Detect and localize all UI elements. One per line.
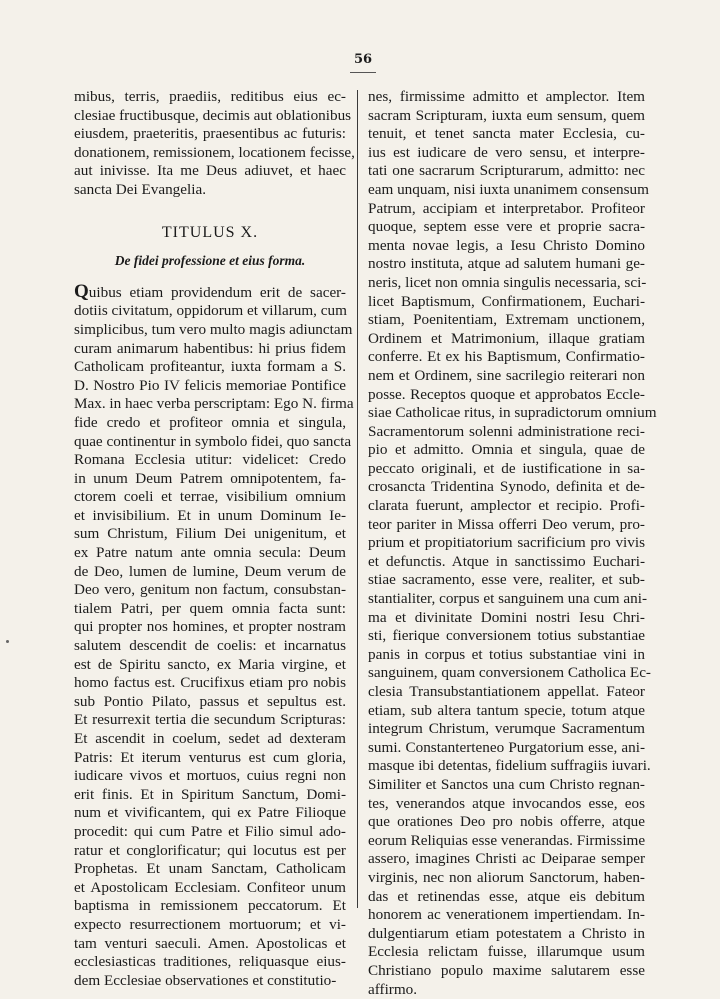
text-line: et defunctis. Atque in sanctissimo Euchari-: [368, 553, 645, 572]
text-line: Sacramentorum solenni administratione reci-: [368, 423, 645, 442]
text-line: mibus, terris, praediis, reditibus eius ec-: [74, 88, 346, 107]
text-line: stiam, Poenitentiam, Extremam unctionem,: [368, 311, 645, 330]
text-line: homo factus est. Crucifixus etiam pro nobis: [74, 674, 346, 693]
text-line: qui propter nos homines, et propter nostram: [74, 618, 346, 637]
text-line: sum Christum, Filium Dei unigenitum, et: [74, 525, 346, 544]
text-line: et invisibilium. Et in unum Dominum Ie-: [74, 507, 346, 526]
text-line: et Apostolicam Ecclesiam. Confiteor unum: [74, 879, 346, 898]
text-line: Ecclesia relictam fuisse, illarumque usum: [368, 943, 645, 962]
text-line: conferre. Et ex his Baptismum, Confirmatio-: [368, 348, 645, 367]
text-line: integrum Christum, verumque Sacramentum: [368, 720, 645, 739]
text-line: donationem, remissionem, locationem fecisse,: [74, 144, 346, 163]
page-number: 56: [346, 52, 380, 67]
text-line: clarata fuerunt, amplector et recipio. Profi-: [368, 497, 645, 516]
text-line: est de Spiritu sancto, ex Maria virgine, et: [74, 656, 346, 675]
text-line: Christiano populo maxime salutarem esse: [368, 962, 645, 981]
text-line: virginis, nec non aliorum Sanctorum, haben-: [368, 869, 645, 888]
intro-paragraph: [74, 88, 346, 200]
text-line: Max. in haec verba perscriptam: Ego N. firma: [74, 395, 346, 414]
text-line: affirmo.: [368, 981, 645, 999]
text-line: ctorem coeli et terrae, visibilium omnium: [74, 488, 346, 507]
text-line: Patrum, accipiam et interpretabor. Profiteor: [368, 200, 645, 219]
text-line: eorum Reliquias esse venerandas. Firmissime: [368, 832, 645, 851]
text-line: eiusdem, praeteritis, praesentibus ac futuris:: [74, 125, 346, 144]
column-divider: [357, 90, 358, 908]
text-line: tam venturi saeculi. Amen. Apostolicas et: [74, 935, 346, 954]
section-heading: TITULUS X.: [74, 224, 346, 243]
text-line: nes, firmissime admitto et amplector. Item: [368, 88, 645, 107]
text-line: tati one sacrarum Scripturarum, admitto: nec: [368, 162, 645, 181]
text-line: sti, fierique conversionem totius substantiae: [368, 627, 645, 646]
text-line: ius est iudicare de vero sensu, et interpre-: [368, 144, 645, 163]
text-line: D. Nostro Pio IV felicis memoriae Pontifice: [74, 377, 346, 396]
text-line: iudicare vivos et mortuos, cuius regni non: [74, 767, 346, 786]
text-line: Ordinem et Matrimonium, illaque gratiam: [368, 330, 645, 349]
text-line: ma et divinitate Domini nostri Iesu Chri-: [368, 609, 645, 628]
text-line: sub Pontio Pilato, passus et sepultus est.: [74, 693, 346, 712]
text-line: que orationes Deo pro nobis offerre, atque: [368, 813, 645, 832]
text-line: peccato originali, et de iustificatione in sa-: [368, 460, 645, 479]
page-number-rule: [350, 72, 376, 73]
section-subtitle: De fidei professione et eius forma.: [74, 252, 346, 271]
text-line: pio et admitto. Omnia et singula, quae de: [368, 441, 645, 460]
text-line: Romana Ecclesia utitur: videlicet: Credo: [74, 451, 346, 470]
text-line: panis in corpus et totius substantiae vini in: [368, 646, 645, 665]
text-line: nostro instituta, atque ad salutem humani ge-: [368, 255, 645, 274]
text-line: nem et Ordinem, sine sacrilegio reiterari non: [368, 367, 645, 386]
text-line: Patris: Et iterum venturus est cum gloria,: [74, 749, 346, 768]
text-line: licet Baptismum, Confirmationem, Euchari-: [368, 293, 645, 312]
text-line: assero, imagines Christi ac Deiparae semper: [368, 850, 645, 869]
text-line: ex Patre natum ante omnia secula: Deum: [74, 544, 346, 563]
text-line: in unum Deum Patrem omnipotentem, fa-: [74, 470, 346, 489]
text-line: aut inivisse. Ita me Deus adiuvet, et haec: [74, 162, 346, 181]
text-line: curam animarum habentibus: hi prius fidem: [74, 340, 346, 359]
text-line: procedit: qui cum Patre et Filio simul ado-: [74, 823, 346, 842]
text-line: neris, licet non omnia singulis necessaria, sci-: [368, 274, 645, 293]
text-line: tes, venerandos atque invocandos esse, eos: [368, 795, 645, 814]
text-line: num et vivificantem, qui ex Patre Filioque: [74, 804, 346, 823]
text-line: stiae sacramento, esse vere, realiter, et sub-: [368, 571, 645, 590]
text-line: Et ascendit in coelum, sedet ad dexteram: [74, 730, 346, 749]
left-column: [74, 88, 346, 990]
text-line: stantialiter, corpus et sanguinem una cum ani-: [368, 590, 645, 609]
text-line: sancta Dei Evangelia.: [74, 181, 346, 200]
text-line: clesia Transubstantiationem appellat. Fateor: [368, 683, 645, 702]
text-line: das et retinendas esse, atque eis debitum: [368, 888, 645, 907]
text-line: tenuit, et tenet sancta mater Ecclesia, cu-: [368, 125, 645, 144]
right-column: [368, 88, 645, 999]
text-line: prium et propitiatorium sacrificium pro vivis: [368, 534, 645, 553]
text-line: siae Catholicae ritus, in supradictorum omnium: [368, 404, 645, 423]
text-line: Deo vero, genitum non factum, consubstan-: [74, 581, 346, 600]
body-first-line-text: uibus etiam providendum erit de sacer-: [89, 284, 346, 301]
text-line: dulgentiarum etiam potestatem a Christo in: [368, 925, 645, 944]
margin-speck: [6, 640, 9, 643]
text-line: baptisma in remissionem peccatorum. Et: [74, 897, 346, 916]
text-line: de Deo, lumen de lumine, Deum verum de: [74, 563, 346, 582]
right-body-lines: [368, 88, 645, 999]
text-line: Prophetas. Et unam Sanctam, Catholicam: [74, 860, 346, 879]
text-line: crosancta Tridentina Synodo, definita et de-: [368, 478, 645, 497]
text-line: etiam, sub altera tantum specie, totum atque: [368, 702, 645, 721]
text-line: sacram Scripturam, iuxta eum sensum, quem: [368, 107, 645, 126]
text-line: Et resurrexit tertia die secundum Scripturas:: [74, 711, 346, 730]
text-line: dem Ecclesiae observationes et constitutio-: [74, 972, 346, 991]
text-line: ratur et conglorificatur; qui locutus est per: [74, 842, 346, 861]
text-line: clesiae fructibusque, decimis aut oblationibus: [74, 107, 346, 126]
text-line: teor pariter in Missa offerri Deo verum, pro-: [368, 516, 645, 535]
text-line: sumi. Constanterteneo Purgatorium esse, ani-: [368, 739, 645, 758]
text-line: Similiter et Sanctos una cum Christo regnan-: [368, 776, 645, 795]
text-line: masque ibi detentas, fidelium suffragiis iuvari.: [368, 757, 645, 776]
body-first-line: [74, 283, 346, 303]
body-paragraph: [74, 283, 346, 991]
text-line: quoque, septem esse vere et proprie sacra-: [368, 218, 645, 237]
text-line: expecto resurrectionem mortuorum; et vi-: [74, 916, 346, 935]
text-line: eam unquam, nisi iuxta unanimem consensum: [368, 181, 645, 200]
text-line: quae continentur in symbolo fidei, quo sancta: [74, 433, 346, 452]
text-line: ecclesiasticas traditiones, reliquasque eius-: [74, 953, 346, 972]
text-line: Catholicam profiteantur, iuxta formam a S.: [74, 358, 346, 377]
text-line: honorem ac venerationem impertiendam. In-: [368, 906, 645, 925]
drop-initial: Q: [74, 281, 89, 302]
text-line: simplicibus, tum vero multo magis adiunctam: [74, 321, 346, 340]
text-line: fide credo et profiteor omnia et singula,: [74, 414, 346, 433]
text-line: salutem descendit de coelis: et incarnatus: [74, 637, 346, 656]
body-lines: [74, 302, 346, 990]
text-line: menta novae legis, a Iesu Christo Domino: [368, 237, 645, 256]
text-line: posse. Receptos quoque et approbatos Eccle-: [368, 386, 645, 405]
text-line: tialem Patri, per quem omnia facta sunt:: [74, 600, 346, 619]
text-line: erit finis. Et in Spiritum Sanctum, Domi-: [74, 786, 346, 805]
text-line: sanguinem, quam conversionem Catholica Ec-: [368, 664, 645, 683]
text-line: dotiis civitatum, oppidorum et villarum, cum: [74, 302, 346, 321]
